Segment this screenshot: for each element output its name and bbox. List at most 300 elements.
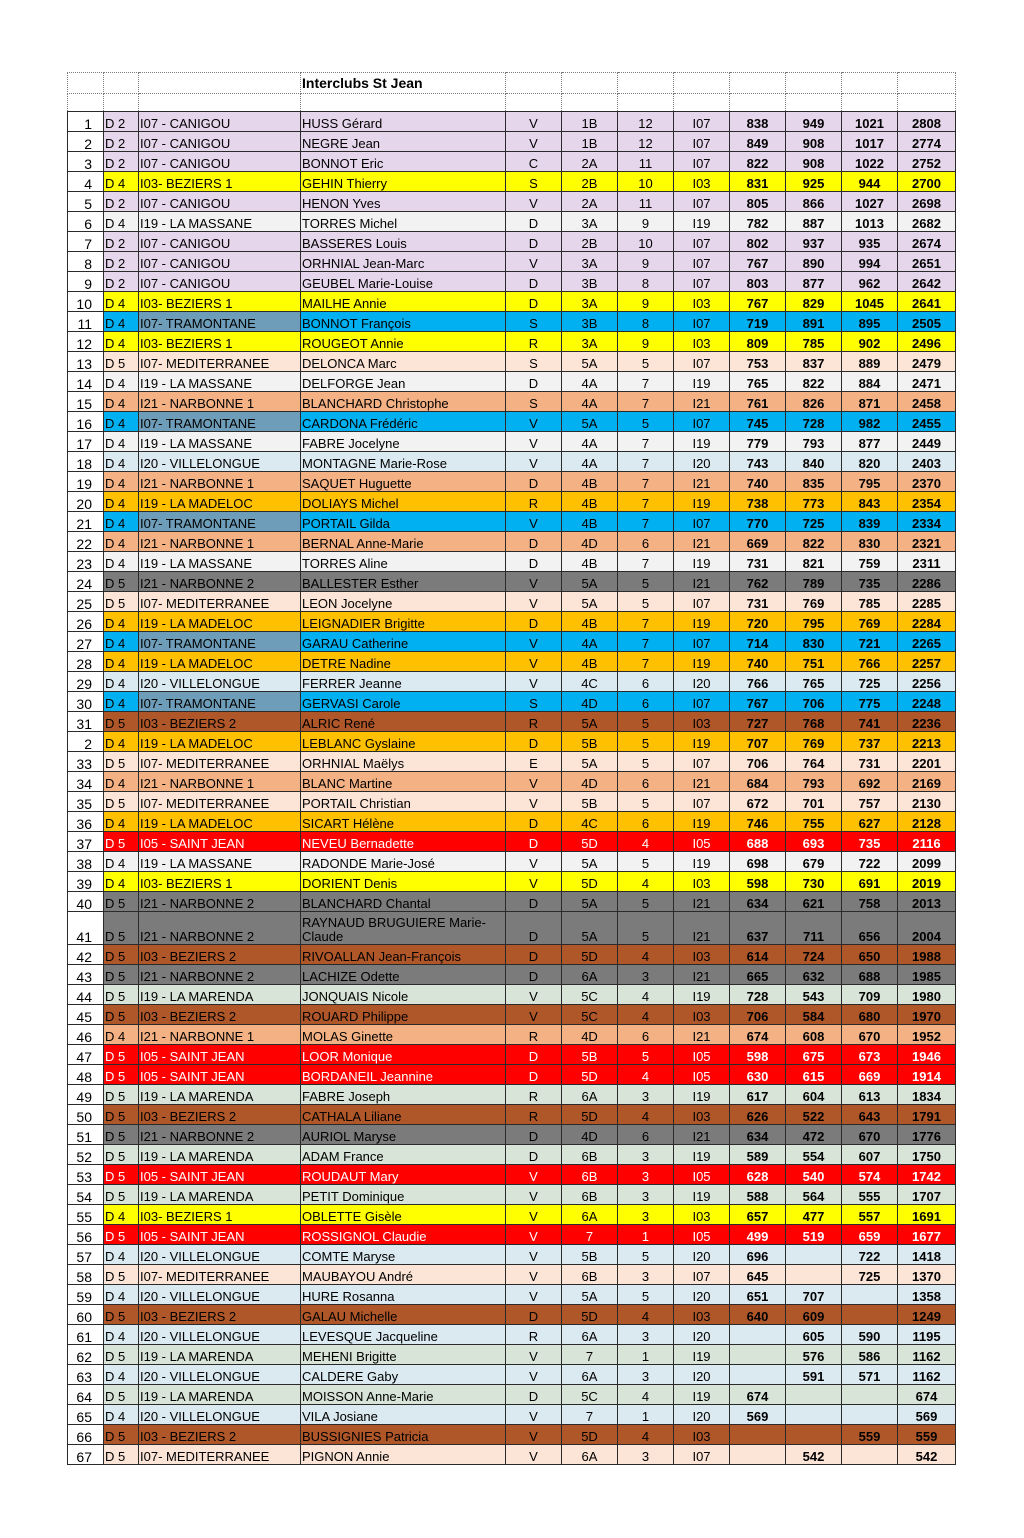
total-cell: 2013 — [898, 892, 956, 912]
total-cell: 2698 — [898, 192, 956, 212]
table-row — [68, 132, 956, 152]
division-cell: D 5 — [104, 1385, 139, 1405]
category-cell: V — [506, 1005, 562, 1025]
category-cell: V — [506, 985, 562, 1005]
rank-cell: 12 — [68, 332, 104, 352]
category-cell: V — [506, 632, 562, 652]
rank-cell: 4 — [68, 172, 104, 192]
score2-cell: 795 — [786, 612, 842, 632]
score2-cell: 542 — [786, 1445, 842, 1465]
club-cell: I03- BEZIERS 1 — [139, 332, 301, 352]
division-cell: D 2 — [104, 112, 139, 132]
total-cell: 2334 — [898, 512, 956, 532]
score2-cell: 707 — [786, 1285, 842, 1305]
class-cell: 5D — [562, 1065, 618, 1085]
class-cell: 4B — [562, 472, 618, 492]
score1-cell: 753 — [730, 352, 786, 372]
code-cell: I03 — [674, 1105, 730, 1125]
division-cell: D 5 — [104, 912, 139, 945]
division-cell: D 4 — [104, 1025, 139, 1045]
class-cell: 6A — [562, 1445, 618, 1465]
player-name-cell: OBLETTE Gisèle — [301, 1205, 506, 1225]
total-cell: 2496 — [898, 332, 956, 352]
club-cell: I07- MEDITERRANEE — [139, 1265, 301, 1285]
club-cell: I19 - LA MARENDA — [139, 985, 301, 1005]
category-cell: D — [506, 732, 562, 752]
code-cell: I07 — [674, 592, 730, 612]
class-cell: 6B — [562, 1165, 618, 1185]
score3-cell — [842, 1385, 898, 1405]
table-row — [68, 1365, 956, 1385]
club-cell: I07- MEDITERRANEE — [139, 752, 301, 772]
score1-cell: 669 — [730, 532, 786, 552]
club-cell: I07 - CANIGOU — [139, 132, 301, 152]
table-row — [68, 1285, 956, 1305]
total-cell: 2651 — [898, 252, 956, 272]
club-cell: I03- BEZIERS 1 — [139, 292, 301, 312]
score3-cell: 722 — [842, 1245, 898, 1265]
total-cell: 1776 — [898, 1125, 956, 1145]
points-cell: 7 — [618, 472, 674, 492]
score3-cell: 775 — [842, 692, 898, 712]
club-cell: I21 - NARBONNE 2 — [139, 572, 301, 592]
score1-cell: 640 — [730, 1305, 786, 1325]
score3-cell: 613 — [842, 1085, 898, 1105]
score3-cell: 656 — [842, 912, 898, 945]
category-cell: R — [506, 1025, 562, 1045]
category-cell: R — [506, 1105, 562, 1125]
division-cell: D 5 — [104, 1085, 139, 1105]
rank-cell: 59 — [68, 1285, 104, 1305]
rank-cell: 43 — [68, 965, 104, 985]
score2-cell: 773 — [786, 492, 842, 512]
score3-cell: 735 — [842, 572, 898, 592]
table-row — [68, 292, 956, 312]
score1-cell: 499 — [730, 1225, 786, 1245]
category-cell: D — [506, 945, 562, 965]
rank-cell: 30 — [68, 692, 104, 712]
class-cell: 4D — [562, 532, 618, 552]
player-name-cell: MAUBAYOU André — [301, 1265, 506, 1285]
table-row — [68, 552, 956, 572]
table-row — [68, 312, 956, 332]
table-row — [68, 632, 956, 652]
score1-cell: 802 — [730, 232, 786, 252]
total-cell: 2700 — [898, 172, 956, 192]
club-cell: I20 - VILLELONGUE — [139, 672, 301, 692]
club-cell: I21 - NARBONNE 2 — [139, 965, 301, 985]
code-cell: I07 — [674, 252, 730, 272]
score1-cell: 672 — [730, 792, 786, 812]
points-cell: 3 — [618, 1165, 674, 1185]
code-cell: I20 — [674, 1325, 730, 1345]
code-cell: I07 — [674, 1445, 730, 1465]
category-cell: D — [506, 612, 562, 632]
code-cell: I07 — [674, 752, 730, 772]
club-cell: I21 - NARBONNE 1 — [139, 772, 301, 792]
player-name-cell: LEON Jocelyne — [301, 592, 506, 612]
score1-cell: 698 — [730, 852, 786, 872]
club-cell: I19 - LA MADELOC — [139, 732, 301, 752]
division-cell: D 4 — [104, 1205, 139, 1225]
code-cell: I03 — [674, 1425, 730, 1445]
total-cell: 2116 — [898, 832, 956, 852]
class-cell: 6A — [562, 1205, 618, 1225]
table-row — [68, 472, 956, 492]
class-cell: 6B — [562, 1265, 618, 1285]
division-cell: D 5 — [104, 1345, 139, 1365]
class-cell: 3A — [562, 252, 618, 272]
points-cell: 3 — [618, 1145, 674, 1165]
score1-cell: 761 — [730, 392, 786, 412]
category-cell: D — [506, 965, 562, 985]
rank-cell: 46 — [68, 1025, 104, 1045]
class-cell: 4A — [562, 372, 618, 392]
table-row — [68, 985, 956, 1005]
division-cell: D 2 — [104, 232, 139, 252]
score2-cell: 543 — [786, 985, 842, 1005]
score3-cell: 725 — [842, 672, 898, 692]
code-cell: I20 — [674, 672, 730, 692]
total-cell: 1418 — [898, 1245, 956, 1265]
total-cell: 1370 — [898, 1265, 956, 1285]
table-row — [68, 252, 956, 272]
points-cell: 9 — [618, 292, 674, 312]
category-cell: D — [506, 1145, 562, 1165]
score2-cell: 576 — [786, 1345, 842, 1365]
division-cell: D 4 — [104, 812, 139, 832]
table-row — [68, 172, 956, 192]
score2-cell — [786, 1405, 842, 1425]
total-cell: 2265 — [898, 632, 956, 652]
division-cell: D 4 — [104, 172, 139, 192]
score3-cell: 691 — [842, 872, 898, 892]
total-cell: 2321 — [898, 532, 956, 552]
rank-cell: 33 — [68, 752, 104, 772]
division-cell: D 4 — [104, 312, 139, 332]
score3-cell: 1045 — [842, 292, 898, 312]
code-cell: I19 — [674, 1185, 730, 1205]
score2-cell: 724 — [786, 945, 842, 965]
rank-cell: 3 — [68, 152, 104, 172]
club-cell: I19 - LA MARENDA — [139, 1345, 301, 1365]
table-row — [68, 1245, 956, 1265]
club-cell: I05 - SAINT JEAN — [139, 1045, 301, 1065]
player-name-cell: BORDANEIL Jeannine — [301, 1065, 506, 1085]
total-cell: 1834 — [898, 1085, 956, 1105]
class-cell: 4A — [562, 632, 618, 652]
code-cell: I21 — [674, 772, 730, 792]
points-cell: 5 — [618, 892, 674, 912]
score2-cell — [786, 1425, 842, 1445]
score1-cell: 569 — [730, 1405, 786, 1425]
score2-cell: 679 — [786, 852, 842, 872]
points-cell: 7 — [618, 372, 674, 392]
points-cell: 3 — [618, 1185, 674, 1205]
table-row — [68, 1065, 956, 1085]
points-cell: 11 — [618, 152, 674, 172]
points-cell: 7 — [618, 392, 674, 412]
points-cell: 4 — [618, 985, 674, 1005]
rank-cell: 2 — [68, 732, 104, 752]
club-cell: I19 - LA MADELOC — [139, 612, 301, 632]
score1-cell: 614 — [730, 945, 786, 965]
division-cell: D 5 — [104, 712, 139, 732]
club-cell: I21 - NARBONNE 1 — [139, 1025, 301, 1045]
class-cell: 4D — [562, 1125, 618, 1145]
player-name-cell: AURIOL Maryse — [301, 1125, 506, 1145]
score1-cell: 588 — [730, 1185, 786, 1205]
score1-cell: 706 — [730, 1005, 786, 1025]
score2-cell — [786, 1385, 842, 1405]
rank-cell: 51 — [68, 1125, 104, 1145]
points-cell: 5 — [618, 712, 674, 732]
score3-cell — [842, 1285, 898, 1305]
code-cell: I05 — [674, 1225, 730, 1245]
score3-cell: 766 — [842, 652, 898, 672]
score2-cell: 519 — [786, 1225, 842, 1245]
rank-cell: 52 — [68, 1145, 104, 1165]
category-cell: D — [506, 832, 562, 852]
club-cell: I07 - CANIGOU — [139, 232, 301, 252]
score2-cell: 725 — [786, 512, 842, 532]
player-name-cell: LACHIZE Odette — [301, 965, 506, 985]
club-cell: I19 - LA MASSANE — [139, 552, 301, 572]
division-cell: D 5 — [104, 752, 139, 772]
club-cell: I03 - BEZIERS 2 — [139, 1425, 301, 1445]
code-cell: I19 — [674, 1385, 730, 1405]
code-cell: I21 — [674, 532, 730, 552]
player-name-cell: LOOR Monique — [301, 1045, 506, 1065]
club-cell: I07- TRAMONTANE — [139, 512, 301, 532]
player-name-cell: PIGNON Annie — [301, 1445, 506, 1465]
table-row — [68, 652, 956, 672]
player-name-cell: LEIGNADIER Brigitte — [301, 612, 506, 632]
table-row — [68, 1445, 956, 1465]
class-cell: 4D — [562, 692, 618, 712]
division-cell: D 5 — [104, 1105, 139, 1125]
player-name-cell: PORTAIL Gilda — [301, 512, 506, 532]
code-cell: I21 — [674, 965, 730, 985]
player-name-cell: MEHENI Brigitte — [301, 1345, 506, 1365]
points-cell: 4 — [618, 1105, 674, 1125]
class-cell: 2B — [562, 232, 618, 252]
club-cell: I05 - SAINT JEAN — [139, 1165, 301, 1185]
score2-cell: 785 — [786, 332, 842, 352]
score1-cell: 740 — [730, 472, 786, 492]
table-row — [68, 1045, 956, 1065]
club-cell: I21 - NARBONNE 1 — [139, 472, 301, 492]
class-cell: 5D — [562, 945, 618, 965]
category-cell: R — [506, 1325, 562, 1345]
score2-cell: 890 — [786, 252, 842, 272]
class-cell: 5B — [562, 1245, 618, 1265]
code-cell: I20 — [674, 1365, 730, 1385]
code-cell: I03 — [674, 172, 730, 192]
player-name-cell: TORRES Aline — [301, 552, 506, 572]
points-cell: 6 — [618, 672, 674, 692]
club-cell: I20 - VILLELONGUE — [139, 1325, 301, 1345]
score3-cell: 673 — [842, 1045, 898, 1065]
club-cell: I19 - LA MADELOC — [139, 652, 301, 672]
code-cell: I07 — [674, 112, 730, 132]
player-name-cell: RAYNAUD BRUGUIERE Marie-Claude — [301, 912, 506, 945]
category-cell: D — [506, 292, 562, 312]
table-row — [68, 1025, 956, 1045]
class-cell: 2A — [562, 192, 618, 212]
score3-cell: 659 — [842, 1225, 898, 1245]
category-cell: R — [506, 1085, 562, 1105]
player-name-cell: DELFORGE Jean — [301, 372, 506, 392]
points-cell: 4 — [618, 1425, 674, 1445]
club-cell: I07 - CANIGOU — [139, 152, 301, 172]
category-cell: D — [506, 472, 562, 492]
score3-cell — [842, 1305, 898, 1325]
score1-cell: 767 — [730, 692, 786, 712]
division-cell: D 4 — [104, 692, 139, 712]
total-cell: 2257 — [898, 652, 956, 672]
total-cell: 2354 — [898, 492, 956, 512]
total-cell: 1914 — [898, 1065, 956, 1085]
points-cell: 4 — [618, 1385, 674, 1405]
rank-cell: 56 — [68, 1225, 104, 1245]
points-cell: 7 — [618, 512, 674, 532]
points-cell: 1 — [618, 1225, 674, 1245]
points-cell: 5 — [618, 352, 674, 372]
table-row — [68, 1145, 956, 1165]
table-row — [68, 1185, 956, 1205]
player-name-cell: ROUGEOT Annie — [301, 332, 506, 352]
class-cell: 6A — [562, 965, 618, 985]
rank-cell: 63 — [68, 1365, 104, 1385]
points-cell: 7 — [618, 632, 674, 652]
code-cell: I19 — [674, 652, 730, 672]
club-cell: I19 - LA MASSANE — [139, 852, 301, 872]
score2-cell: 891 — [786, 312, 842, 332]
score2-cell: 540 — [786, 1165, 842, 1185]
total-cell: 559 — [898, 1425, 956, 1445]
rank-cell: 6 — [68, 212, 104, 232]
division-cell: D 4 — [104, 552, 139, 572]
club-cell: I19 - LA MASSANE — [139, 212, 301, 232]
club-cell: I20 - VILLELONGUE — [139, 452, 301, 472]
points-cell: 7 — [618, 612, 674, 632]
score2-cell: 554 — [786, 1145, 842, 1165]
club-cell: I07- MEDITERRANEE — [139, 1445, 301, 1465]
score2-cell: 728 — [786, 412, 842, 432]
score2-cell: 765 — [786, 672, 842, 692]
rank-cell: 42 — [68, 945, 104, 965]
club-cell: I03- BEZIERS 1 — [139, 1205, 301, 1225]
player-name-cell: HURE Rosanna — [301, 1285, 506, 1305]
score3-cell: 944 — [842, 172, 898, 192]
club-cell: I05 - SAINT JEAN — [139, 832, 301, 852]
score1-cell: 743 — [730, 452, 786, 472]
category-cell: V — [506, 572, 562, 592]
player-name-cell: RIVOALLAN Jean-François — [301, 945, 506, 965]
code-cell: I07 — [674, 312, 730, 332]
division-cell: D 4 — [104, 772, 139, 792]
division-cell: D 4 — [104, 372, 139, 392]
score3-cell: 839 — [842, 512, 898, 532]
total-cell: 2004 — [898, 912, 956, 945]
points-cell: 5 — [618, 732, 674, 752]
player-name-cell: ROSSIGNOL Claudie — [301, 1225, 506, 1245]
rank-cell: 44 — [68, 985, 104, 1005]
code-cell: I07 — [674, 232, 730, 252]
score3-cell: 741 — [842, 712, 898, 732]
club-cell: I21 - NARBONNE 2 — [139, 912, 301, 945]
player-name-cell: BLANCHARD Christophe — [301, 392, 506, 412]
points-cell: 8 — [618, 312, 674, 332]
rank-cell: 15 — [68, 392, 104, 412]
club-cell: I19 - LA MARENDA — [139, 1185, 301, 1205]
score1-cell: 657 — [730, 1205, 786, 1225]
total-cell: 2808 — [898, 112, 956, 132]
division-cell: D 4 — [104, 332, 139, 352]
rank-cell: 65 — [68, 1405, 104, 1425]
points-cell: 8 — [618, 272, 674, 292]
score2-cell: 837 — [786, 352, 842, 372]
points-cell: 5 — [618, 592, 674, 612]
score2-cell: 829 — [786, 292, 842, 312]
score1-cell: 688 — [730, 832, 786, 852]
division-cell: D 5 — [104, 1005, 139, 1025]
code-cell: I19 — [674, 372, 730, 392]
category-cell: V — [506, 412, 562, 432]
class-cell: 6A — [562, 1325, 618, 1345]
player-name-cell: FABRE Joseph — [301, 1085, 506, 1105]
category-cell: R — [506, 492, 562, 512]
score3-cell: 670 — [842, 1025, 898, 1045]
score3-cell: 709 — [842, 985, 898, 1005]
table-row — [68, 452, 956, 472]
score2-cell: 908 — [786, 132, 842, 152]
rank-cell: 45 — [68, 1005, 104, 1025]
division-cell: D 5 — [104, 1225, 139, 1245]
table-row — [68, 945, 956, 965]
club-cell: I07 - CANIGOU — [139, 192, 301, 212]
code-cell: I21 — [674, 912, 730, 945]
points-cell: 4 — [618, 872, 674, 892]
code-cell: I20 — [674, 452, 730, 472]
score3-cell: 731 — [842, 752, 898, 772]
rank-cell: 55 — [68, 1205, 104, 1225]
score1-cell: 707 — [730, 732, 786, 752]
table-row — [68, 1305, 956, 1325]
points-cell: 3 — [618, 1365, 674, 1385]
division-cell: D 2 — [104, 192, 139, 212]
points-cell: 9 — [618, 332, 674, 352]
score2-cell: 826 — [786, 392, 842, 412]
total-cell: 1985 — [898, 965, 956, 985]
code-cell: I03 — [674, 872, 730, 892]
rank-cell: 39 — [68, 872, 104, 892]
class-cell: 4C — [562, 812, 618, 832]
class-cell: 5B — [562, 1045, 618, 1065]
score3-cell: 785 — [842, 592, 898, 612]
club-cell: I03 - BEZIERS 2 — [139, 1305, 301, 1325]
division-cell: D 5 — [104, 892, 139, 912]
club-cell: I05 - SAINT JEAN — [139, 1065, 301, 1085]
score1-cell: 770 — [730, 512, 786, 532]
player-name-cell: CALDERE Gaby — [301, 1365, 506, 1385]
score2-cell: 793 — [786, 772, 842, 792]
total-cell: 2774 — [898, 132, 956, 152]
total-cell: 2286 — [898, 572, 956, 592]
score2-cell: 591 — [786, 1365, 842, 1385]
code-cell: I19 — [674, 552, 730, 572]
